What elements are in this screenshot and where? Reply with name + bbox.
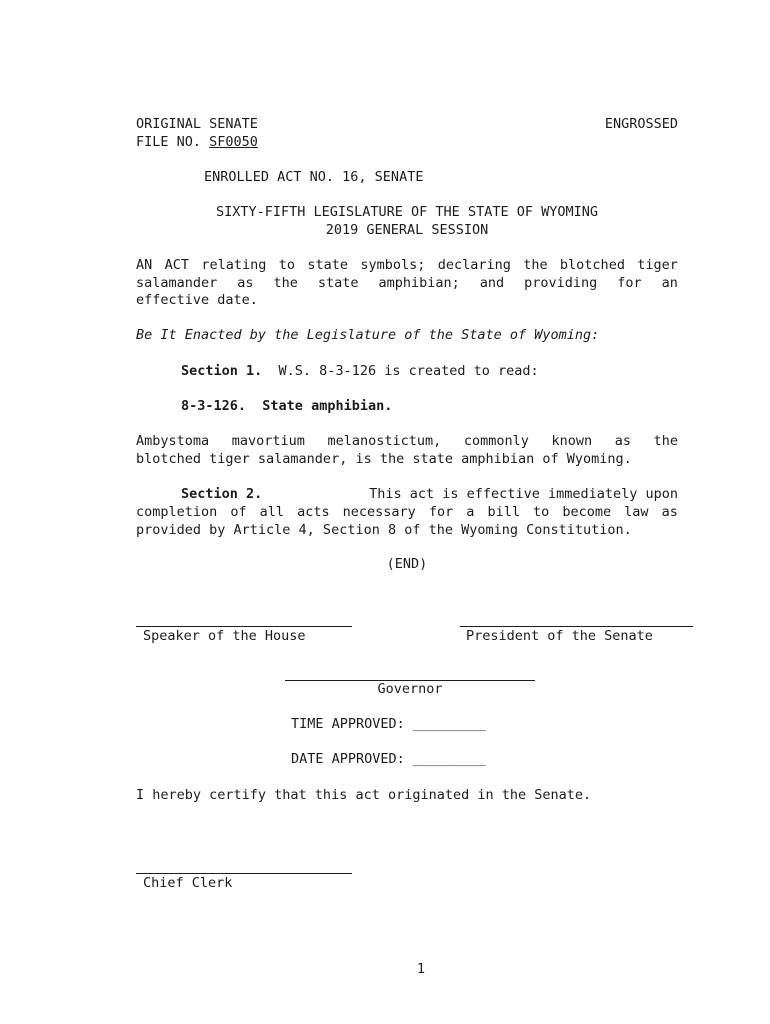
president-signature-line: [460, 626, 693, 627]
file-number-prefix: FILE NO.: [136, 134, 210, 150]
act-title-line: effective date.: [136, 292, 258, 308]
speaker-signature-line: [136, 626, 352, 627]
page-number: 1: [416, 961, 426, 977]
president-label: President of the Senate: [466, 628, 653, 644]
section-1-text: W.S. 8-3-126 is created to read:: [278, 363, 539, 379]
session-name: 2019 GENERAL SESSION: [325, 222, 489, 238]
speaker-label: Speaker of the House: [143, 628, 306, 644]
section-1-label: Section 1.: [181, 363, 263, 379]
file-number-line: [136, 134, 258, 152]
act-title-line: salamander as the state amphibian; and providing for an: [136, 274, 678, 291]
statute-number: 8-3-126.: [181, 398, 247, 414]
section-2-first-line: [181, 486, 678, 504]
section-1: [181, 363, 539, 381]
file-number: SF0050: [209, 134, 258, 150]
origin-chamber: ORIGINAL SENATE: [136, 116, 258, 132]
legislature-name: SIXTY-FIFTH LEGISLATURE OF THE STATE OF WYOMING: [215, 204, 598, 220]
end-marker: (END): [386, 556, 428, 572]
enrolled-act-number: ENROLLED ACT NO. 16, SENATE: [204, 169, 424, 185]
enacting-clause: Be It Enacted by the Legislature of the State of Wyoming:: [136, 327, 600, 343]
time-approved: TIME APPROVED: _________: [291, 716, 487, 732]
date-approved: DATE APPROVED: _________: [291, 751, 487, 767]
section-2-first-text: This act is effective immediately upon: [369, 486, 678, 502]
chief-clerk-signature-line: [136, 873, 352, 874]
governor-label: Governor: [377, 681, 443, 697]
act-title: [136, 257, 678, 310]
statute-body-line: blotched tiger salamander, is the state amphibian of Wyoming.: [136, 450, 632, 467]
act-title-line: AN ACT relating to state symbols; declaring the blotched tiger: [136, 257, 678, 273]
section-2-body: [136, 504, 678, 539]
statute-body: [136, 433, 678, 468]
certification-statement: I hereby certify that this act originated in the Senate.: [136, 787, 592, 803]
statute-body-line: Ambystoma mavortium melanostictum, commonly known as the: [136, 433, 678, 449]
section-2-line: completion of all acts necessary for a bill to become law as: [136, 504, 678, 520]
statute-title: State amphibian.: [262, 398, 393, 414]
section-2-line: provided by Article 4, Section 8 of the Wyoming Constitution.: [136, 521, 632, 538]
chief-clerk-label: Chief Clerk: [143, 875, 233, 891]
status-engrossed: ENGROSSED: [604, 116, 678, 132]
statute-heading: [181, 398, 392, 416]
section-2-label: Section 2.: [181, 486, 263, 502]
